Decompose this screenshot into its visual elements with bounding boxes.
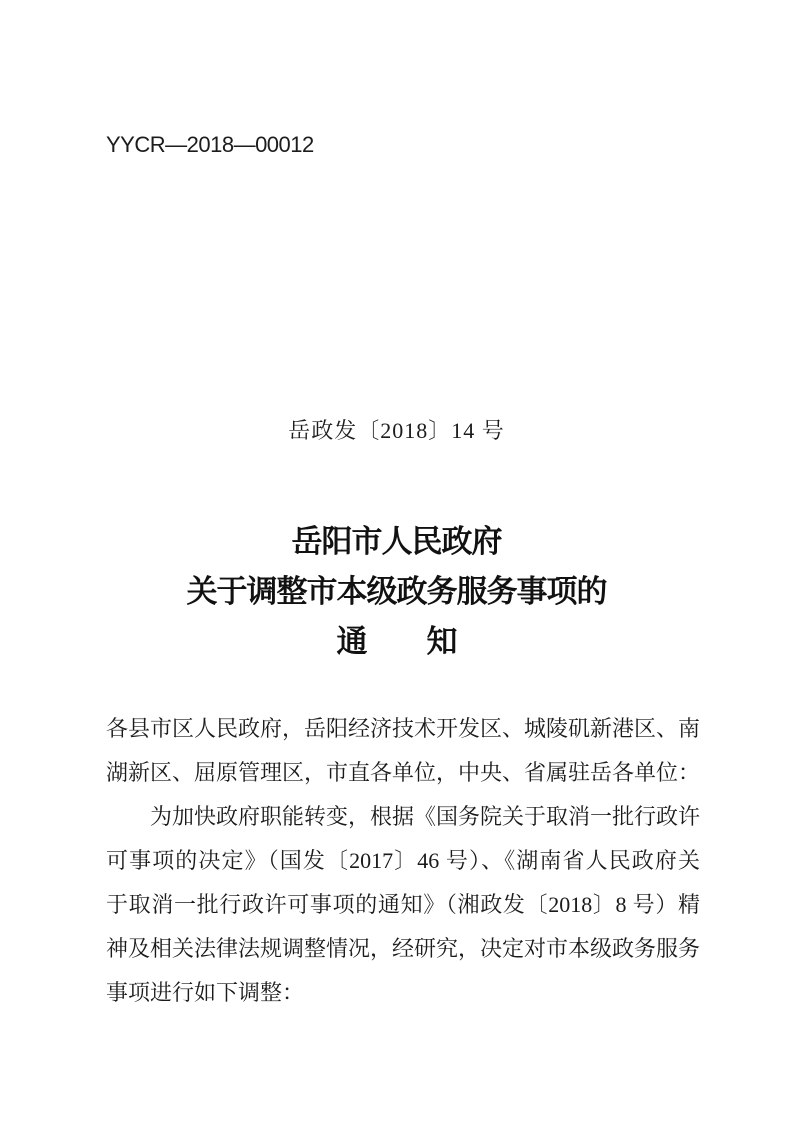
title-line-subject: 关于调整市本级政务服务事项的	[186, 574, 607, 609]
body-line-recipients-2: 湖新区、屈原管理区，市直各单位，中央、省属驻岳各单位：	[106, 760, 701, 785]
title-line-notice: 通 知	[336, 624, 457, 659]
body-line-paragraph-5: 事项进行如下调整：	[106, 980, 305, 1005]
record-number: YYCR—2018—00012	[106, 132, 314, 157]
body-line-paragraph-3: 于取消一批行政许可事项的通知》（湘政发〔2018〕8 号）精	[106, 892, 700, 917]
body-line-recipients-1: 各县市区人民政府，岳阳经济技术开发区、城陵矶新港区、南	[106, 716, 701, 741]
body-line-paragraph-4: 神及相关法律法规调整情况，经研究，决定对市本级政务服务	[106, 936, 701, 961]
document-body	[106, 707, 700, 1015]
body-line-paragraph-2: 可事项的决定》（国发〔2017〕46 号）、《湖南省人民政府关	[106, 848, 700, 873]
document-title	[0, 517, 793, 667]
document-number: 岳政发〔2018〕14 号	[288, 418, 505, 443]
body-line-paragraph-1: 为加快政府职能转变，根据《国务院关于取消一批行政许	[150, 804, 701, 829]
title-line-issuer: 岳阳市人民政府	[291, 524, 502, 559]
